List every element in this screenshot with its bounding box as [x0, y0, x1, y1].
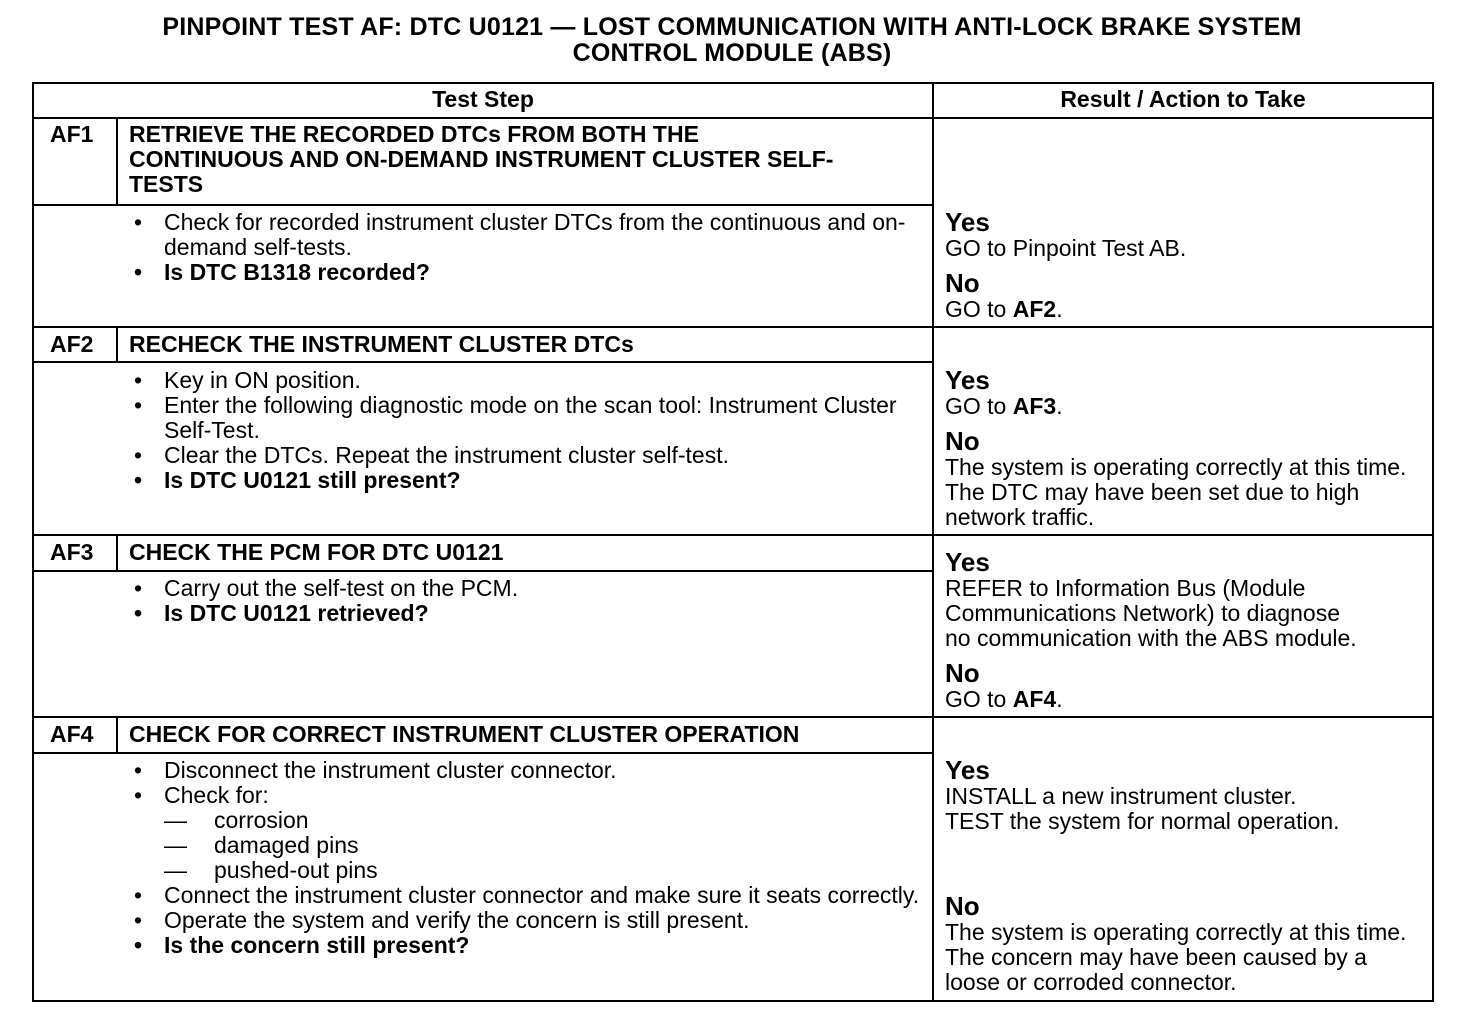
row-divider: [34, 534, 1432, 536]
list-item: • Check for recorded instrument cluster DTCs from the continuous and on-demand self-tests.: [133, 209, 906, 260]
list-subitem: — pushed-out pins: [164, 857, 378, 883]
page-title: [0, 14, 1464, 66]
row-divider: [34, 716, 1432, 718]
no-label: No: [945, 891, 980, 921]
list-item: • Is DTC B1318 recorded?: [133, 259, 430, 285]
step-id-af1: AF1: [50, 121, 94, 147]
step-title-divider: [34, 204, 932, 206]
list-subitem: — damaged pins: [164, 832, 359, 858]
no-label: No: [945, 658, 980, 688]
yes-action-line: no communication with the ABS module.: [945, 625, 1357, 651]
row-divider: [34, 326, 1432, 328]
step-body-af4: [128, 758, 928, 958]
header-divider: [34, 117, 1432, 119]
yes-action-line: Communications Network) to diagnose: [945, 600, 1341, 626]
step-id-af3: AF3: [50, 539, 94, 565]
yes-label: Yes: [945, 365, 990, 395]
list-item: • Check for:: [133, 782, 269, 808]
yes-label: Yes: [945, 207, 990, 237]
result-af3: [945, 548, 1425, 712]
yes-label: Yes: [945, 547, 990, 577]
step-id-af2: AF2: [50, 331, 94, 357]
list-item: • Disconnect the instrument cluster connector.: [133, 757, 617, 783]
list-item: • Key in ON position.: [133, 367, 361, 393]
column-divider: [932, 84, 934, 1000]
step-body-af2: [128, 368, 928, 493]
no-label: No: [945, 268, 980, 298]
yes-action: GO to AF3.: [945, 393, 1063, 419]
title-line-2: CONTROL MODULE (ABS): [572, 39, 892, 67]
list-item: • Is the concern still present?: [133, 932, 470, 958]
title-line-1: PINPOINT TEST AF: DTC U0121 — LOST COMMUNICATION WITH ANTI-LOCK BRAKE SYSTEM: [162, 13, 1302, 41]
header-result: Result / Action to Take: [1060, 86, 1306, 112]
pinpoint-test-table: [32, 82, 1434, 1002]
id-divider: [116, 117, 118, 204]
step-title-af1: RETRIEVE THE RECORDED DTCs FROM BOTH THE CONTINUOUS AND ON-DEMAND INSTRUMENT CLUSTER SELF-TESTS: [129, 121, 834, 197]
list-subitem: — corrosion: [164, 807, 309, 833]
no-action: GO to AF4.: [945, 686, 1063, 712]
step-title-divider: [34, 361, 932, 363]
id-divider: [116, 716, 118, 752]
list-item: • Clear the DTCs. Repeat the instrument cluster self-test.: [133, 442, 729, 468]
step-id-af4: AF4: [50, 721, 94, 747]
step-title-af2: RECHECK THE INSTRUMENT CLUSTER DTCs: [129, 331, 634, 357]
list-item: • Is DTC U0121 retrieved?: [133, 600, 429, 626]
result-af4-yes: [945, 756, 1425, 834]
yes-label: Yes: [945, 755, 990, 785]
list-item: • Carry out the self-test on the PCM.: [133, 575, 519, 601]
result-af4-no: [945, 892, 1427, 995]
no-label: No: [945, 426, 980, 456]
step-title-divider: [34, 752, 932, 754]
yes-action-line: INSTALL a new instrument cluster.: [945, 783, 1297, 809]
step-title-af4: CHECK FOR CORRECT INSTRUMENT CLUSTER OPERATION: [129, 721, 800, 747]
step-body-af3: [128, 576, 928, 626]
step-body-af1: [128, 210, 928, 285]
no-action: The system is operating correctly at this time. The DTC may have been set due to high network traffic.: [945, 454, 1407, 530]
list-item: • Operate the system and verify the concern is still present.: [133, 907, 750, 933]
list-item: • Is DTC U0121 still present?: [133, 467, 461, 493]
no-action: GO to AF2.: [945, 296, 1063, 322]
yes-action: GO to Pinpoint Test AB.: [945, 235, 1187, 261]
yes-action-line: TEST the system for normal operation.: [945, 808, 1340, 834]
list-item: • Connect the instrument cluster connector and make sure it seats correctly.: [133, 882, 920, 908]
id-divider: [116, 326, 118, 361]
header-test-step: Test Step: [432, 86, 534, 112]
step-title-divider: [34, 570, 932, 572]
id-divider: [116, 534, 118, 570]
step-title-af3: CHECK THE PCM FOR DTC U0121: [129, 539, 504, 565]
no-action: The system is operating correctly at this time. The concern may have been caused by a loose or corroded connector.: [945, 919, 1407, 995]
list-item: • Enter the following diagnostic mode on the scan tool: Instrument Cluster Self-Test.: [133, 392, 897, 443]
yes-action-line: REFER to Information Bus (Module: [945, 575, 1306, 601]
result-af1: [945, 208, 1425, 322]
result-af2: [945, 366, 1425, 530]
